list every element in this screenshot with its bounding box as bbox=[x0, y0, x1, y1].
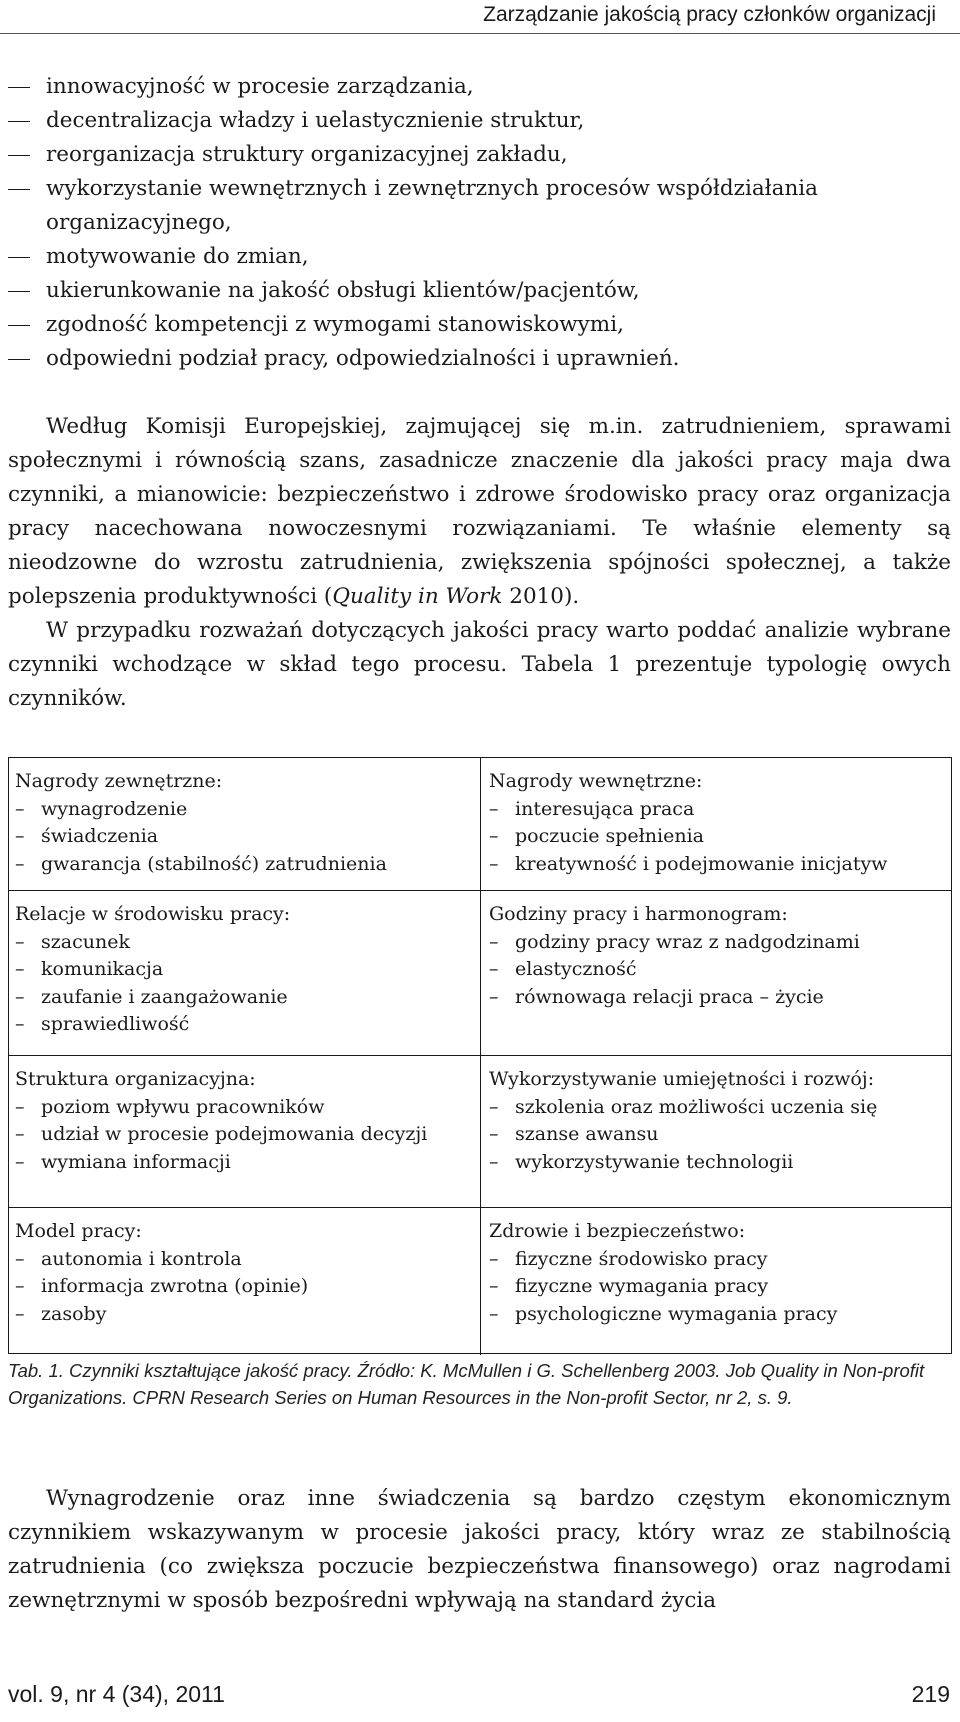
cell-item: – poziom wpływu pracowników bbox=[15, 1094, 474, 1122]
cell-item: – zasoby bbox=[15, 1301, 474, 1329]
cell-item: – komunikacja bbox=[15, 956, 474, 984]
cell-item: – wynagrodzenie bbox=[15, 796, 474, 824]
cell-item: – kreatywność i podejmowanie inicjatyw bbox=[489, 851, 945, 879]
cell-item: – zaufanie i zaangażowanie bbox=[15, 984, 474, 1012]
cell-item: – wymiana informacji bbox=[15, 1149, 474, 1177]
table-cell bbox=[480, 1055, 951, 1207]
list-item: wykorzystanie wewnętrznych i zewnętrznych procesów współdziałania organizacyjnego, bbox=[8, 172, 948, 240]
paragraph-remuneration: Wynagrodzenie oraz inne świadczenia są bardzo częstym ekonomicznym czynnikiem wskazywanym w procesie jakości pracy, który wraz ze stabilnością zatrudnienia (co zwiększa poczucie bezpieczeństwa finansowego) oraz nagrodami zewnętrznymi w sposób bezpośredni wpływają na standard życia bbox=[8, 1486, 951, 1613]
body-text-lower bbox=[8, 1482, 951, 1618]
factors-table bbox=[8, 757, 952, 1354]
page-footer bbox=[8, 1681, 950, 1717]
cell-item: – interesująca praca bbox=[489, 796, 945, 824]
list-item: ukierunkowanie na jakość obsługi klientów/pacjentów, bbox=[8, 274, 948, 308]
cell-item: – świadczenia bbox=[15, 823, 474, 851]
list-item: decentralizacja władzy i uelastycznienie struktur, bbox=[8, 104, 948, 138]
cell-heading: Nagrody wewnętrzne: bbox=[489, 770, 703, 792]
list-item: odpowiedni podział pracy, odpowiedzialności i uprawnień. bbox=[8, 342, 948, 376]
cell-heading: Relacje w środowisku pracy: bbox=[15, 903, 291, 925]
cell-heading: Godziny pracy i harmonogram: bbox=[489, 903, 788, 925]
page-number: 219 bbox=[911, 1681, 950, 1707]
cell-item: – gwarancja (stabilność) zatrudnienia bbox=[15, 851, 474, 879]
table-cell bbox=[480, 890, 951, 1055]
paragraph-table-intro: W przypadku rozważań dotyczących jakości pracy warto poddać analizie wybrane czynniki wchodzące w skład tego procesu. Tabela 1 prezentuje typologię owych czynników. bbox=[8, 618, 951, 711]
running-title: Zarządzanie jakością pracy członków organizacji bbox=[483, 3, 936, 26]
cell-item: – równowaga relacji praca – życie bbox=[489, 984, 945, 1012]
cell-item: – informacja zwrotna (opinie) bbox=[15, 1273, 474, 1301]
running-header bbox=[0, 0, 960, 34]
table-caption: Tab. 1. Czynniki kształtujące jakość pracy. Źródło: K. McMullen i G. Schellenberg 2003. Job Quality in Non-profit Organizations. CPRN Research Series on Human Resources in the Non-profit Sector, nr 2, s. 9. bbox=[8, 1360, 925, 1408]
citation-title: Quality in Work bbox=[332, 584, 503, 609]
cell-item: – godziny pracy wraz z nadgodzinami bbox=[489, 929, 945, 957]
cell-item: – wykorzystywanie technologii bbox=[489, 1149, 945, 1177]
cell-item: – poczucie spełnienia bbox=[489, 823, 945, 851]
list-item: innowacyjność w procesie zarządzania, bbox=[8, 70, 948, 104]
cell-item: – elastyczność bbox=[489, 956, 945, 984]
cell-item: – sprawiedliwość bbox=[15, 1011, 474, 1039]
cell-heading: Wykorzystywanie umiejętności i rozwój: bbox=[489, 1068, 875, 1090]
list-item: zgodność kompetencji z wymogami stanowiskowymi, bbox=[8, 308, 948, 342]
body-text-upper bbox=[8, 410, 951, 716]
table-cell bbox=[9, 890, 480, 1055]
cell-item: – fizyczne wymagania pracy bbox=[489, 1273, 945, 1301]
cell-heading: Model pracy: bbox=[15, 1220, 142, 1242]
table-cell bbox=[480, 758, 951, 890]
bullet-list bbox=[8, 70, 948, 376]
cell-item: – szanse awansu bbox=[489, 1121, 945, 1149]
cell-heading: Nagrody zewnętrzne: bbox=[15, 770, 223, 792]
paragraph-commission: Według Komisji Europejskiej, zajmującej się m.in. zatrudnieniem, sprawami społecznymi i równością szans, zasadnicze znaczenie dla jakości pracy maja dwa czynniki, a mianowicie: bezpieczeństwo i zdrowe środowisko pracy oraz organizacja pracy nacechowana nowoczesnymi rozwiązaniami. Te właśnie elementy są nieodzowne do wzrostu zatrudnienia, zwiększenia spójności społecznej, a także polepszenia produktywności (Quality in Work 2010). bbox=[8, 414, 951, 609]
cell-item: – szkolenia oraz możliwości uczenia się bbox=[489, 1094, 945, 1122]
table-cell bbox=[9, 1207, 480, 1355]
volume-info: vol. 9, nr 4 (34), 2011 bbox=[8, 1681, 225, 1707]
cell-heading: Struktura organizacyjna: bbox=[15, 1068, 256, 1090]
cell-item: – szacunek bbox=[15, 929, 474, 957]
cell-item: – psychologiczne wymagania pracy bbox=[489, 1301, 945, 1329]
table-cell bbox=[9, 758, 480, 890]
list-item: motywowanie do zmian, bbox=[8, 240, 948, 274]
cell-item: – fizyczne środowisko pracy bbox=[489, 1246, 945, 1274]
cell-item: – udział w procesie podejmowania decyzji bbox=[15, 1121, 474, 1149]
table-cell bbox=[480, 1207, 951, 1355]
list-item: reorganizacja struktury organizacyjnej zakładu, bbox=[8, 138, 948, 172]
cell-item: – autonomia i kontrola bbox=[15, 1246, 474, 1274]
table-cell bbox=[9, 1055, 480, 1207]
cell-heading: Zdrowie i bezpieczeństwo: bbox=[489, 1220, 746, 1242]
